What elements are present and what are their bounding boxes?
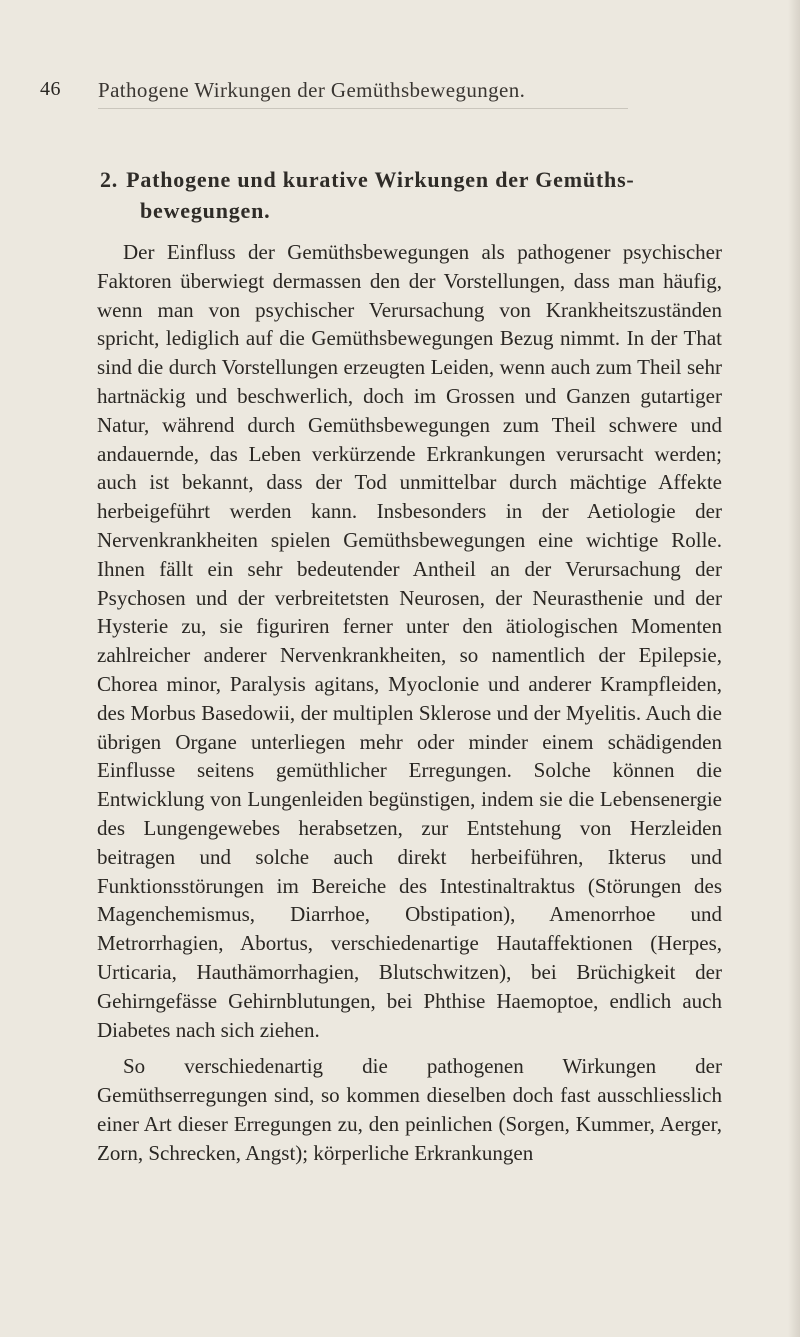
- page-header: [40, 78, 680, 108]
- section-number: 2.: [100, 167, 119, 192]
- paragraph-2: So verschiedenartig die pathogenen Wirkungen der Gemüthserregungen sind, so kommen dieselben doch fast ausschliesslich einer Art dieser Erregungen zu, den peinlichen (Sorgen, Kummer, Aerger, Zorn, Schrecken, Angst); körperliche Erkrankungen: [97, 1054, 722, 1165]
- header-rule: [98, 108, 628, 109]
- section-title-line-2: bewegungen.: [140, 198, 271, 223]
- page-edge-shadow: [788, 0, 800, 1337]
- page-number: 46: [40, 78, 61, 100]
- paragraph-1: Der Einfluss der Gemüthsbewegungen als pathogener psychischer Faktoren überwiegt dermassen den der Vorstellungen, dass man häufig, wenn man von psychischer Verursachung von Krankheitszuständen spricht, lediglich auf die Gemüthsbewegungen Bezug nimmt. In der That sind die durch Vorstellungen erzeugten Leiden, wenn auch zum Theil sehr hartnäckig und beschwerlich, doch im Grossen und Ganzen gutartiger Natur, während durch Gemüthsbewegungen zum Theil schwere und andauernde, das Leben verkürzende Erkrankungen verursacht werden; auch ist bekannt, dass der Tod unmittelbar durch mächtige Affekte herbeigeführt werden kann. Insbesonders in der Aetiologie der Nervenkrankheiten spielen Gemüthsbewegungen eine wichtige Rolle. Ihnen fällt ein sehr bedeutender Antheil an der Verursachung der Psychosen und der verbreitetsten Neurosen, der Neurasthenie und der Hysterie zu, sie figuriren ferner unter den ätiologischen Momenten zahlreicher anderer Nervenkrankheiten, so namentlich der Epilepsie, Chorea minor, Paralysis agitans, Myoclonie und anderer Krampfleiden, des Morbus Basedowii, der multiplen Sklerose und der Myelitis. Auch die übrigen Organe unterliegen mehr oder minder einem schädigenden Einflusse seitens gemüthlicher Erregungen. Solche können die Entwicklung von Lungenleiden begünstigen, indem sie die Lebensenergie des Lungengewebes herabsetzen, zur Entstehung von Herzleiden beitragen und solche auch direkt herbeiführen, Ikterus und Funktionsstörungen im Bereiche des Intestinaltraktus (Störungen des Magenchemismus, Diarrhoe, Obstipation), Amenorrhoe und Metrorrhagien, Abortus, verschiedenartige Hautaffektionen (Herpes, Urticaria, Hauthämorrhagien, Blutschwitzen), bei Brüchigkeit der Gehirngefässe Gehirnblutungen, bei Phthise Haemoptoe, endlich auch Diabetes nach sich ziehen.: [97, 240, 722, 1042]
- section-heading: [100, 164, 660, 226]
- running-head: Pathogene Wirkungen der Gemüthsbewegungen.: [98, 78, 526, 102]
- section-title-line-1: Pathogene und kurative Wirkungen der Gemüths-: [126, 167, 635, 192]
- body-text: [97, 238, 722, 1168]
